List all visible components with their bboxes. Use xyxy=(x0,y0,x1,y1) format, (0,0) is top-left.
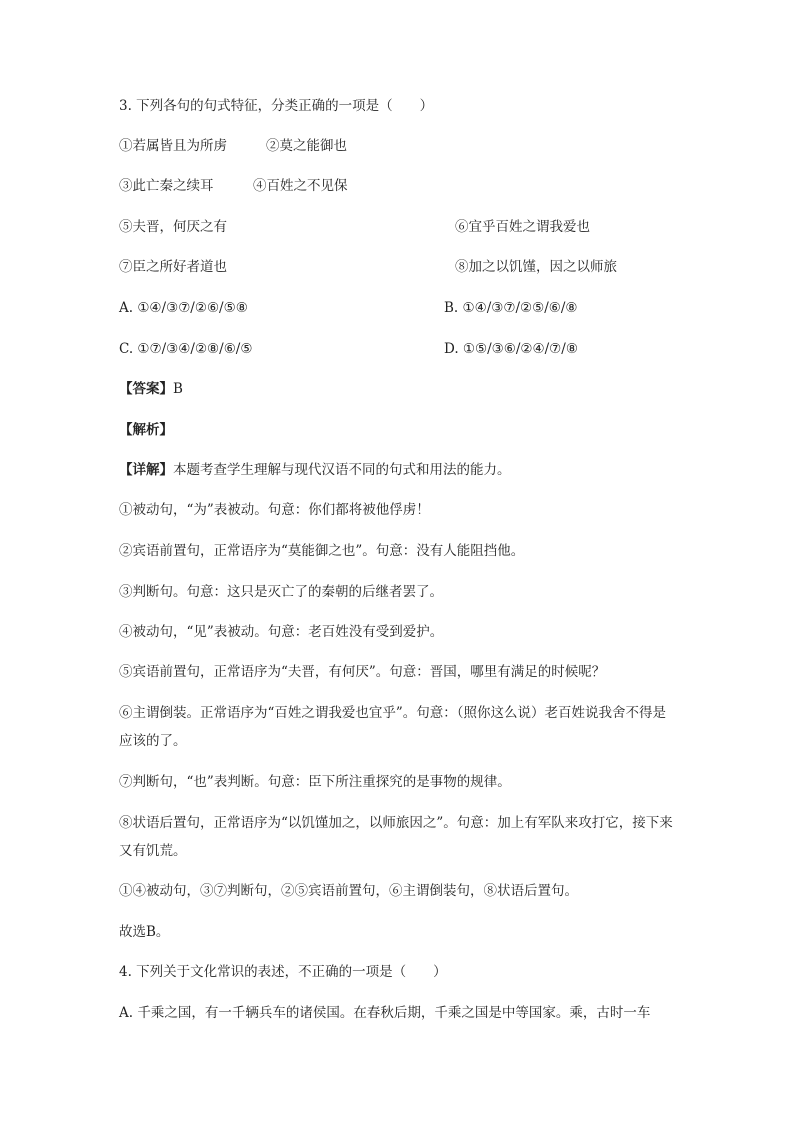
explanation-6: ⑥主谓倒装。正常语序为“百姓之谓我爱也宜乎”。句意：（照你这么说）老百姓说我舍不得是应该的了。 xyxy=(119,705,667,749)
analysis-heading: 【解析】 xyxy=(119,422,173,438)
explanation-8: ⑧状语后置句，正常语序为“以饥馑加之，以师旅因之”。句意：加上有军队来攻打它，接下来又有饥荒。 xyxy=(119,815,673,859)
detail-text: 本题考查学生理解与现代汉语不同的句式和用法的能力。 xyxy=(173,462,511,478)
summary-line: ①④被动句，③⑦判断句，②⑤宾语前置句，⑥主谓倒装句，⑧状语后置句。 xyxy=(119,883,578,899)
option-b: B. ①④/③⑦/②⑤/⑥/⑧ xyxy=(444,300,578,316)
sentence-item-5: ⑤夫晋，何厌之有 xyxy=(119,219,227,235)
option-d: D. ①⑤/③⑥/②④/⑦/⑧ xyxy=(444,341,578,357)
explanation-4: ④被动句，“见”表被动。句意：老百姓没有受到爱护。 xyxy=(119,624,444,640)
sentence-item-3: ③此亡秦之续耳 xyxy=(119,178,214,194)
explanation-3: ③判断句。句意：这只是灭亡了的秦朝的后继者罢了。 xyxy=(119,584,443,600)
question-4-stem: 4. 下列关于文化常识的表述，不正确的一项是（ ） xyxy=(119,964,447,980)
sentence-item-1: ①若属皆且为所虏 xyxy=(119,138,227,154)
sentence-item-4: ④百姓之不见保 xyxy=(253,178,348,194)
explanation-7: ⑦判断句，“也”表判断。句意：臣下所注重探究的是事物的规律。 xyxy=(119,774,511,790)
detail-line xyxy=(119,460,511,480)
question-3-stem: 3. 下列各句的句式特征，分类正确的一项是（ ） xyxy=(119,98,434,114)
answer-line xyxy=(119,379,183,399)
answer-label: 【答案】 xyxy=(119,381,173,397)
explanation-1: ①被动句，“为”表被动。句意：你们都将被他俘虏！ xyxy=(119,502,430,518)
detail-label: 【详解】 xyxy=(119,462,173,478)
analysis-label xyxy=(119,420,173,440)
question-4-option-a: A. 千乘之国，有一千辆兵车的诸侯国。在春秋后期，千乘之国是中等国家。乘，古时一车 xyxy=(119,1005,651,1021)
sentence-item-6: ⑥宜乎百姓之谓我爱也 xyxy=(455,219,590,235)
option-a: A. ①④/③⑦/②⑥/⑤⑧ xyxy=(119,300,248,316)
conclusion-line: 故选B。 xyxy=(119,924,170,940)
sentence-item-2: ②莫之能御也 xyxy=(266,138,347,154)
option-c: C. ①⑦/③④/②⑧/⑥/⑤ xyxy=(119,341,253,357)
explanation-5: ⑤宾语前置句，正常语序为“夫晋，有何厌”。句意：晋国，哪里有满足的时候呢？ xyxy=(119,664,606,680)
answer-value: B xyxy=(173,381,183,397)
sentence-item-7: ⑦臣之所好者道也 xyxy=(119,259,227,275)
sentence-item-8: ⑧加之以饥馑，因之以师旅 xyxy=(455,259,617,275)
explanation-2: ②宾语前置句，正常语序为“莫能御之也”。句意：没有人能阻挡他。 xyxy=(119,543,525,559)
